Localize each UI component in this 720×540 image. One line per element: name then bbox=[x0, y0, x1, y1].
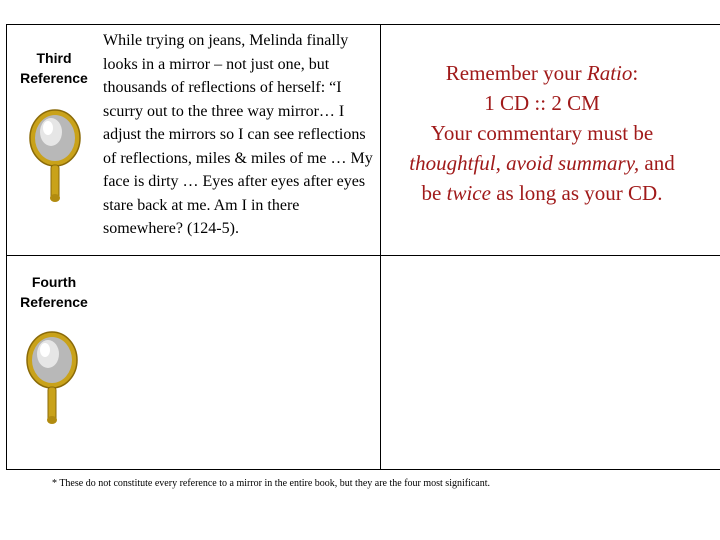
footnote: * These do not constitute every reference to a mirror in the entire book, but they are the four most significant. bbox=[52, 478, 491, 489]
table-border-bottom bbox=[6, 469, 720, 470]
reference-label-line1: Third bbox=[36, 50, 72, 66]
commentary-emphasis: Ratio bbox=[586, 61, 633, 85]
hand-mirror-icon bbox=[27, 108, 83, 228]
commentary-instructions bbox=[384, 58, 700, 208]
commentary-emphasis: thoughtful, avoid summary, bbox=[409, 151, 640, 175]
commentary-line-4 bbox=[384, 148, 700, 178]
reference-label-line2: Reference bbox=[20, 294, 88, 310]
commentary-text: as long as your CD. bbox=[490, 181, 663, 205]
commentary-text: Remember your bbox=[445, 61, 587, 85]
commentary-line-1 bbox=[384, 58, 700, 88]
commentary-line-3: Your commentary must be bbox=[430, 121, 654, 145]
commentary-text: be bbox=[421, 181, 447, 205]
commentary-line-5 bbox=[384, 178, 700, 208]
row-divider bbox=[6, 255, 720, 256]
table-border-top bbox=[6, 24, 720, 25]
commentary-emphasis: twice bbox=[446, 181, 491, 205]
third-reference-quote: While trying on jeans, Melinda finally looks in a mirror – not just one, but thousands of reflections of herself: “I scurry out to the three way mirror… I adjust the mirrors so I can see reflections of reflections, miles & miles of me … My face is dirty … Eyes after eyes after eyes stare back at me. Am I in there somewhere? (124-5). bbox=[103, 32, 373, 237]
fourth-reference-label bbox=[10, 272, 98, 312]
commentary-line-2: 1 CD :: 2 CM bbox=[484, 91, 600, 115]
hand-mirror-icon bbox=[24, 330, 80, 450]
commentary-text: and bbox=[639, 151, 675, 175]
table-border-left bbox=[6, 24, 7, 470]
third-reference-label bbox=[10, 48, 98, 88]
reference-label-line1: Fourth bbox=[31, 274, 77, 290]
commentary-text: : bbox=[632, 61, 639, 85]
reference-label-line2: Reference bbox=[20, 70, 88, 86]
